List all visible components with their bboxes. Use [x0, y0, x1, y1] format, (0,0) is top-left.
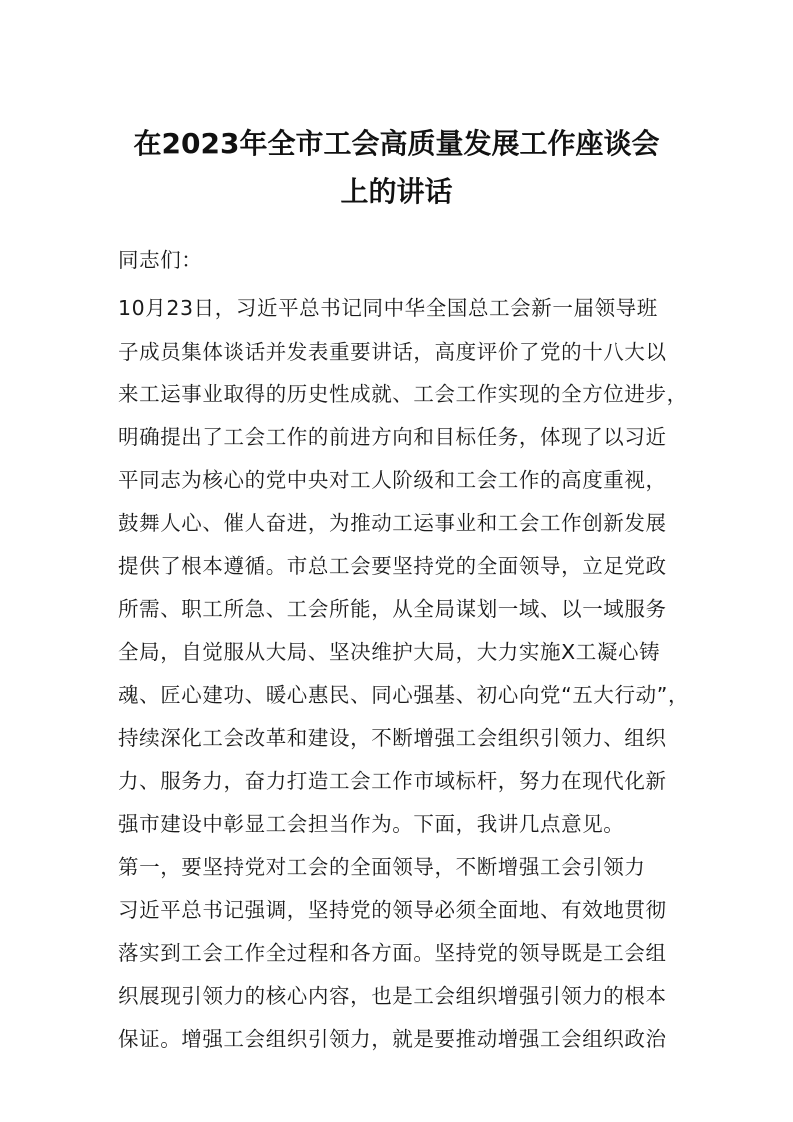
paragraph-line: 平同志为核心的党中央对工人阶级和工会工作的高度重视，: [118, 468, 667, 492]
paragraph-line: 全局，自觉服从大局、坚决维护大局，大力实施X工凝心铸: [118, 640, 661, 664]
paragraph-line: 鼓舞人心、催人奋进，为推动工运事业和工会工作创新发展: [118, 511, 667, 535]
paragraph-line: 持续深化工会改革和建设，不断增强工会组织引领力、组织: [118, 726, 667, 750]
paragraph-line: 保证。增强工会组织引领力，就是要推动增强工会组织政治: [118, 1027, 667, 1051]
paragraph-line: 力、服务力，奋力打造工会工作市域标杆，努力在现代化新: [118, 769, 667, 793]
paragraph-line: 10月23日，习近平总书记同中华全国总工会新一届领导班: [118, 296, 658, 320]
paragraph-line: 子成员集体谈话并发表重要讲话，高度评价了党的十八大以: [118, 340, 667, 364]
paragraph-line: 落实到工会工作全过程和各方面。坚持党的领导既是工会组: [118, 941, 667, 965]
paragraph-line: 所需、职工所急、工会所能，从全局谋划一域、以一域服务: [118, 597, 667, 621]
paragraph-line: 习近平总书记强调，坚持党的领导必须全面地、有效地贯彻: [118, 898, 667, 922]
paragraph-line: 强市建设中彰显工会担当作为。下面，我讲几点意见。: [118, 812, 625, 836]
document-title-line-2: 上的讲话: [340, 175, 453, 208]
paragraph-line: 明确提出了工会工作的前进方向和目标任务，体现了以习近: [118, 425, 667, 449]
document-title-line-1: 在2023年全市工会高质量发展工作座谈会: [133, 127, 660, 160]
paragraph-line: 织展现引领力的核心内容，也是工会组织增强引领力的根本: [118, 984, 667, 1008]
paragraph-line: 提供了根本遵循。市总工会要坚持党的全面领导，立足党政: [118, 554, 667, 578]
paragraph-line: 来工运事业取得的历史性成就、工会工作实现的全方位进步，: [118, 382, 688, 406]
paragraph-line: 魂、匠心建功、暖心惠民、同心强基、初心向党“五大行动”，: [118, 683, 690, 707]
salutation: 同志们：: [118, 248, 203, 272]
section-heading: 第一，要坚持党对工会的全面领导，不断增强工会引领力: [118, 855, 646, 879]
